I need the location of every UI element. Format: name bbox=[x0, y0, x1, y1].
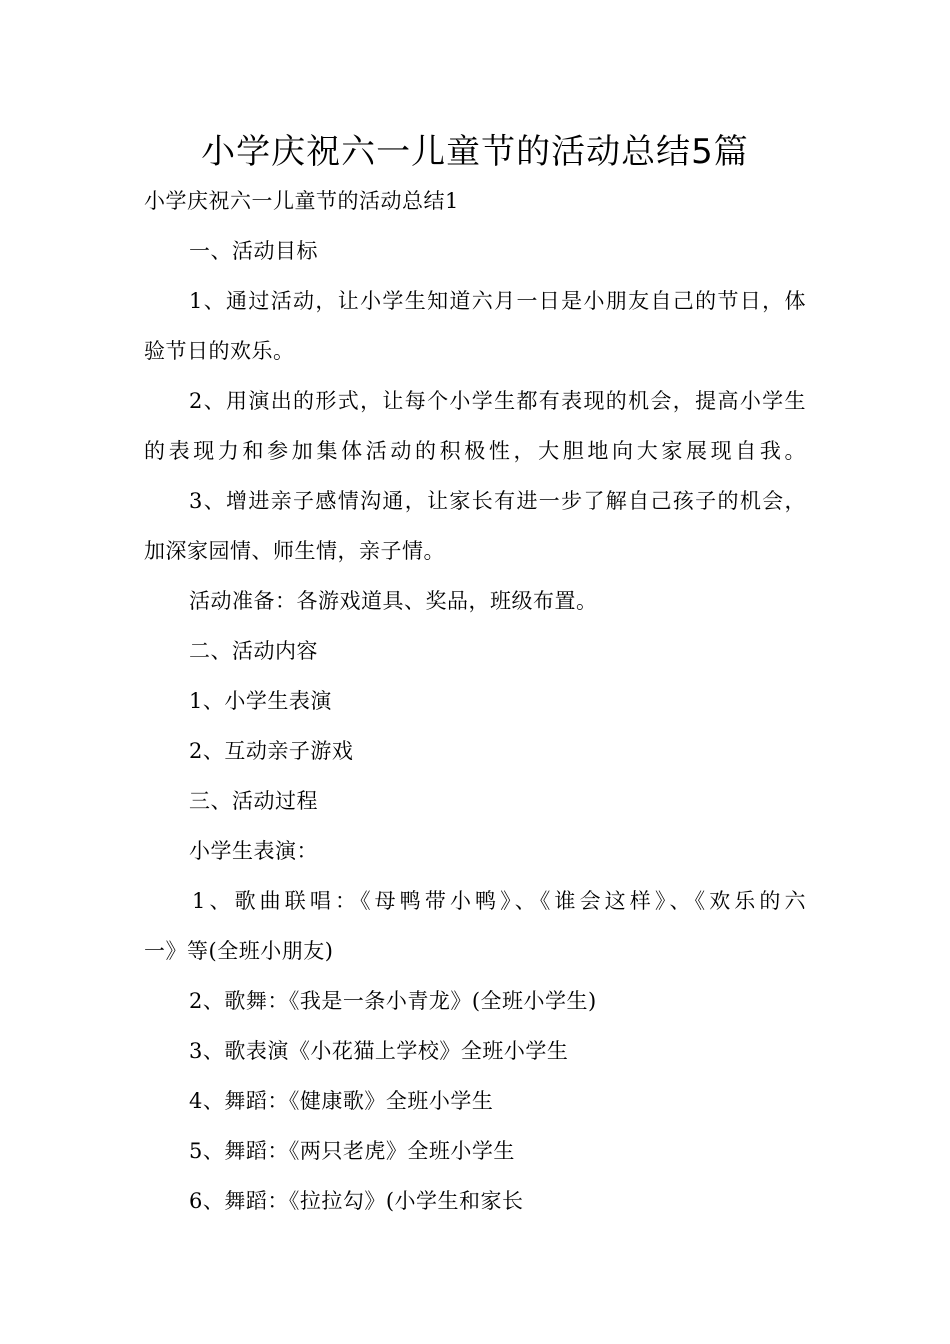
list-item: 2、歌舞：《我是一条小青龙》(全班小学生) bbox=[189, 989, 597, 1013]
paragraph-line: 1、通过活动，让小学生知道六月一日是小朋友自己的节日，体 bbox=[189, 289, 806, 313]
paragraph-line: 的表现力和参加集体活动的积极性，大胆地向大家展现自我。 bbox=[144, 439, 806, 463]
list-item: 5、舞蹈：《两只老虎》全班小学生 bbox=[189, 1139, 515, 1163]
paragraph-line: 加深家园情、师生情，亲子情。 bbox=[144, 539, 445, 563]
paragraph-line: 活动准备：各游戏道具、奖品，班级布置。 bbox=[189, 589, 598, 613]
paragraph-line: 3、增进亲子感情沟通，让家长有进一步了解自己孩子的机会， bbox=[189, 489, 806, 513]
list-item: 4、舞蹈：《健康歌》全班小学生 bbox=[189, 1089, 494, 1113]
paragraph-line: 2、用演出的形式，让每个小学生都有表现的机会，提高小学生 bbox=[189, 389, 806, 413]
subheading-performance: 小学生表演： bbox=[189, 839, 318, 863]
paragraph-line: 验节日的欢乐。 bbox=[144, 339, 295, 363]
section-heading-content: 二、活动内容 bbox=[189, 639, 318, 663]
list-item: 1、小学生表演 bbox=[189, 689, 332, 713]
list-item: 3、歌表演《小花猫上学校》全班小学生 bbox=[189, 1039, 569, 1063]
list-item: 2、互动亲子游戏 bbox=[189, 739, 354, 763]
list-item: 1、歌曲联唱：《母鸭带小鸭》、《谁会这样》、《欢乐的六 bbox=[192, 889, 806, 913]
document-subtitle: 小学庆祝六一儿童节的活动总结1 bbox=[144, 189, 459, 213]
document-title: 小学庆祝六一儿童节的活动总结5篇 bbox=[201, 132, 749, 172]
section-heading-goals: 一、活动目标 bbox=[189, 239, 318, 263]
list-item: 6、舞蹈：《拉拉勾》(小学生和家长 bbox=[189, 1189, 524, 1213]
section-heading-process: 三、活动过程 bbox=[189, 789, 318, 813]
list-item-continuation: 一》等(全班小朋友) bbox=[144, 939, 334, 963]
